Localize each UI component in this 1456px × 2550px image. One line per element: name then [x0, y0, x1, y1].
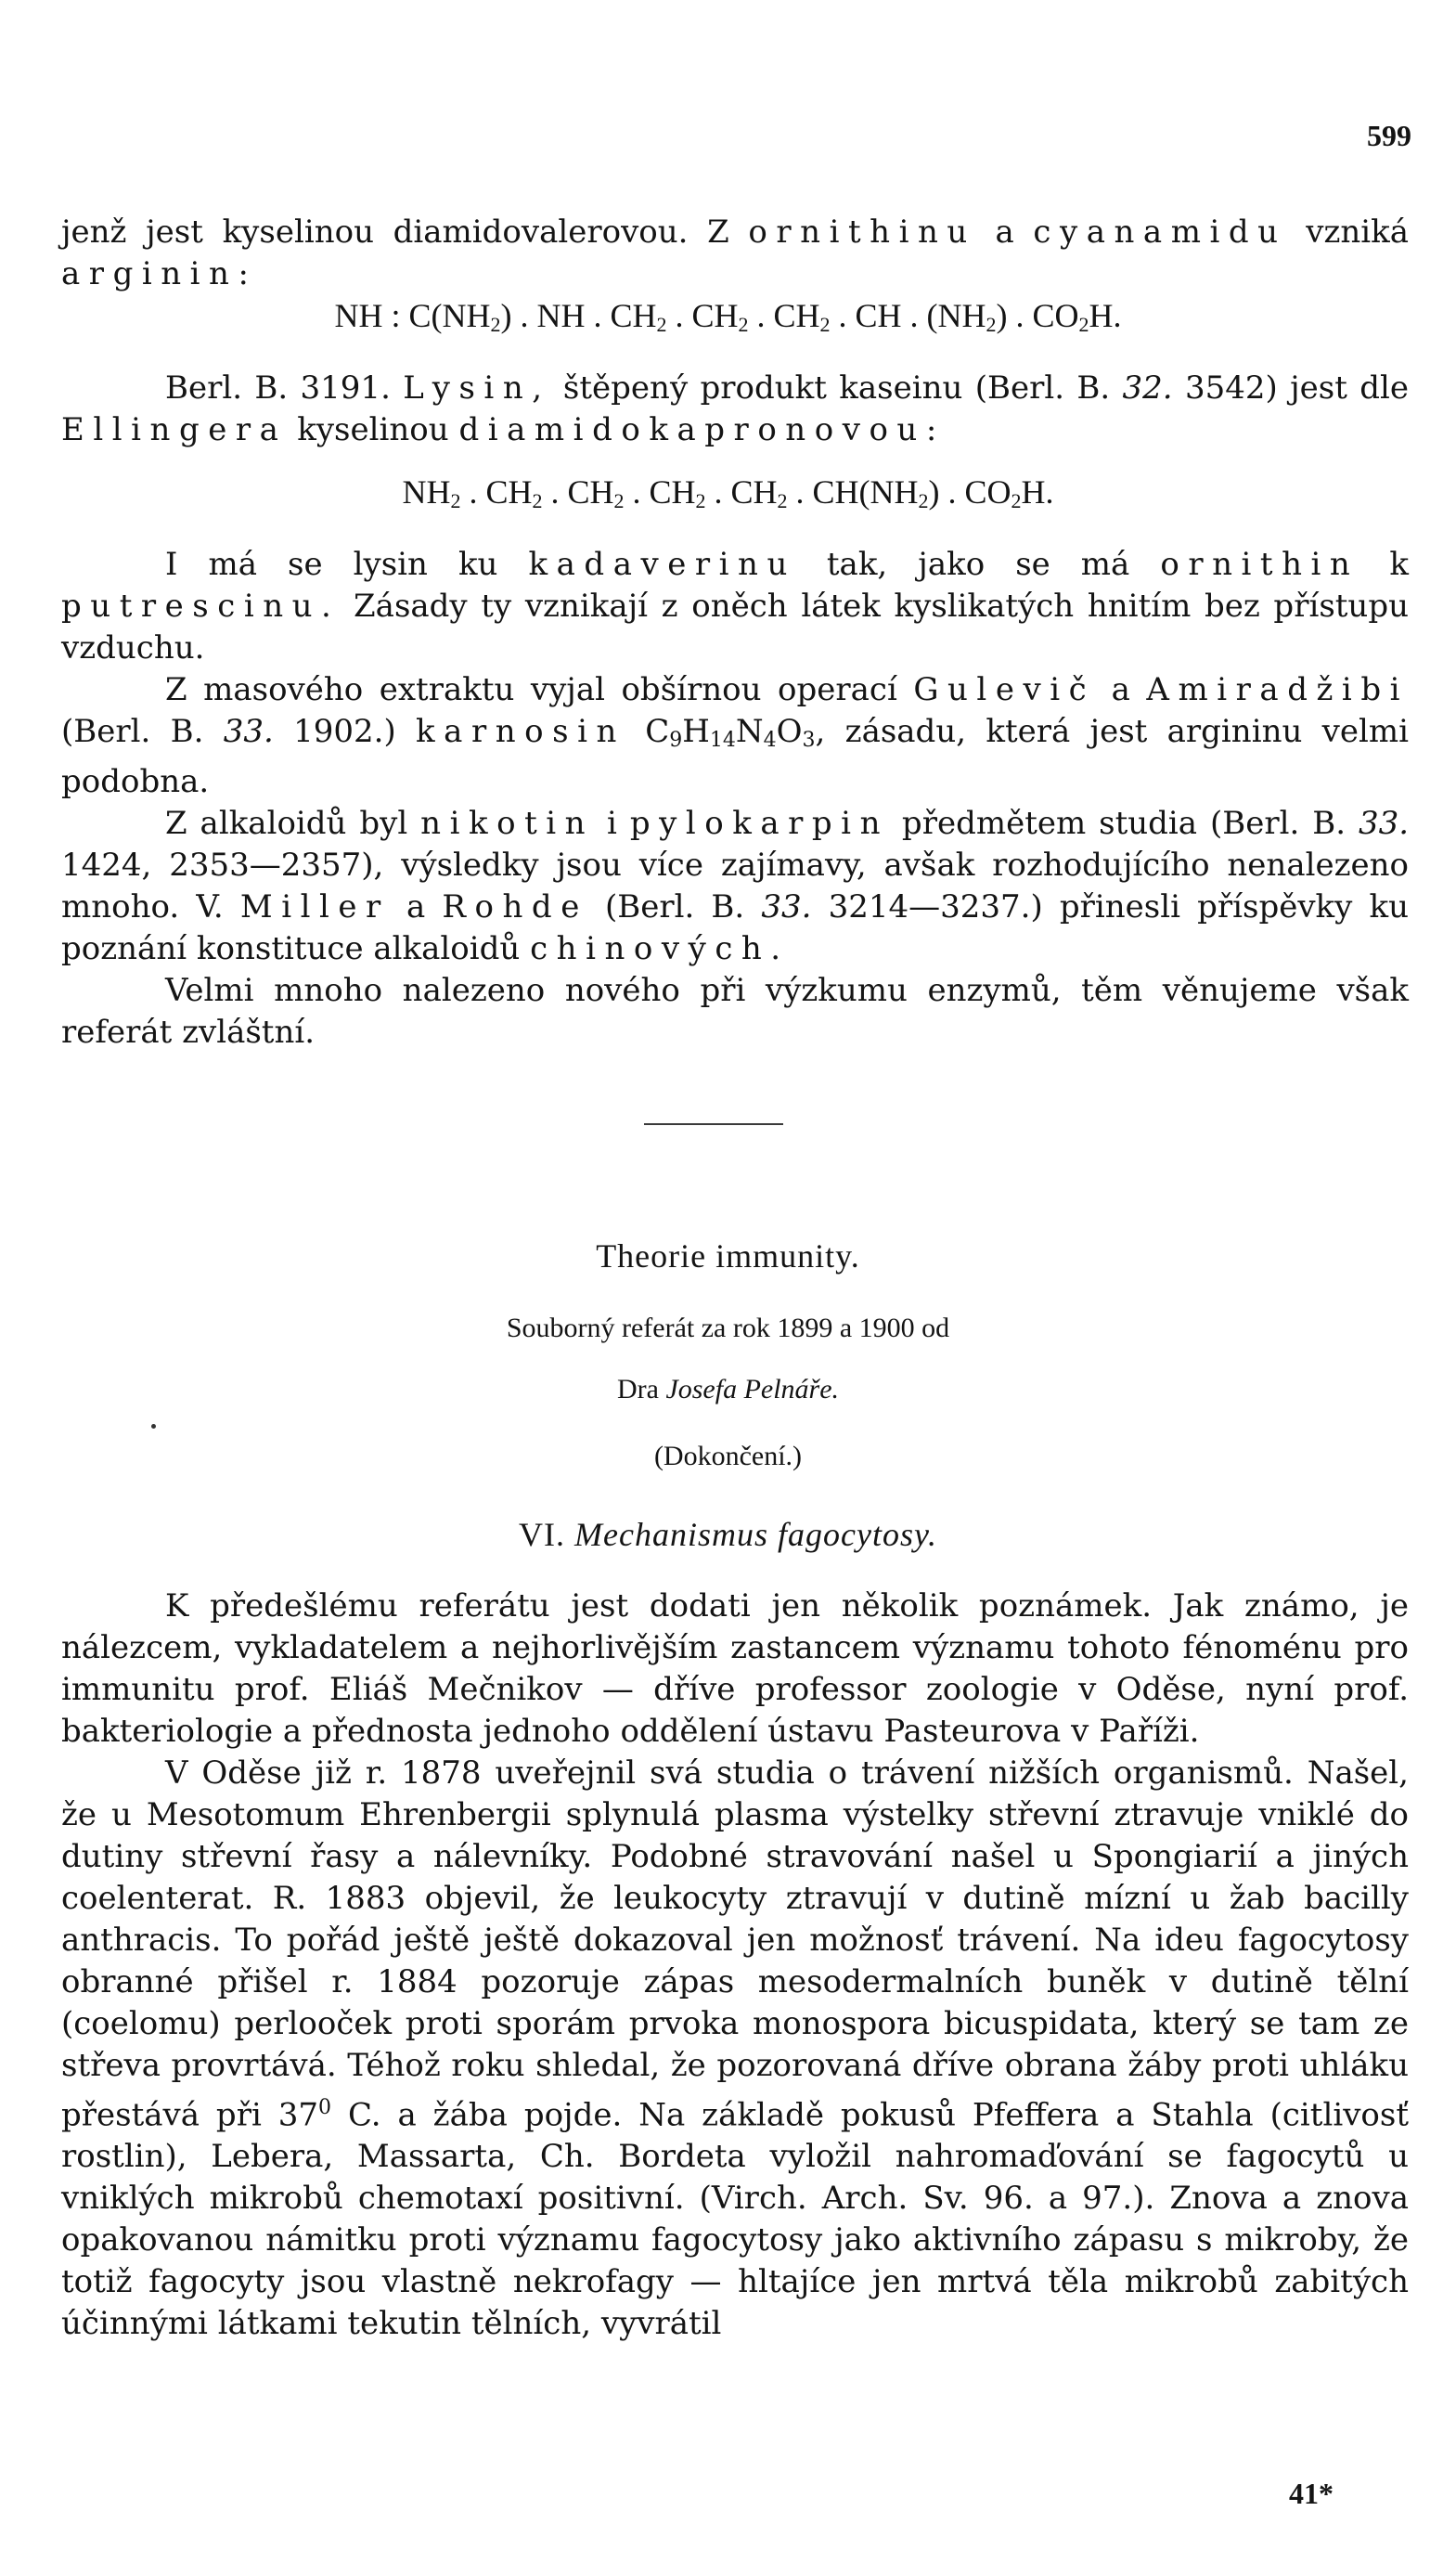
paragraph-lysin: Berl. B. 3191. Lysin, štěpený produkt kaseinu (Berl. B. 32. 3542) jest dle Ellingera kyselinou diamidokapronovou:	[61, 369, 1410, 448]
paragraph-history: V Oděse již r. 1878 uveřejnil svá studia o trávení nižších organismů. Našel, že u Mesotomum Ehrenbergii splynulá plasma výstelky střevní ztravuje vniklé do dutiny střevní řasy a nálevníky. Podobné stravování našel u Spongiarií a jiných coelenterat. R. 1883 objevil, že leukocyty ztravují v dutině mízní u žab bacilly anthracis. To pořád ještě ještě dokazoval jen možnosť trávení. Na ideu fagocytosy obranné přišel r. 1884 pozoruje zápas mesodermalních buněk v dutině tělní (coelomu) perlooček proti sporám prvoka monospora bicuspidata, který se tam ze střeva provrtává. Téhož roku shledal, že pozorovaná dříve obrana žáby proti uhláku přestává při $37^0$ C. a žába pojde. Na základě pokusů Pfeffera a Stahla (citlivosť rostlin), Lebera, Massarta, Ch. Bordeta vyložil nahromaďování se fagocytů u vniklých mikrobů chemotaxí positivní. (Virch. Arch. Sv. 96. a 97.). Znova a znova opakovanou námitku proti významu fagocytosy jako aktivního zápasu s mikroby, že totiž fagocyty jsou vlastně nekrofagy — hltajíce jen mrtvá těla mikrobů zabitých účinnými látkami tekutin tělních, vyvrátil	[61, 1754, 1409, 2343]
article-top	[61, 212, 1409, 295]
formula-arginin: NH : $C(NH_2)$ . NH . $CH_2$ . $CH_2$ . $CH_2$ . CH . $(NH_2)$ . $CO_2H$.	[334, 297, 1122, 336]
article-author: Dra Josefa Pelnáře.	[616, 1374, 840, 1404]
article-subtitle: Souborný referát za rok 1899 a 1900 od	[506, 1313, 950, 1343]
paragraph-enzymes: Velmi mnoho nalezeno nového při výzkumu enzymů, těm věnujeme však referát zvláštní.	[61, 972, 1409, 1051]
article-body	[61, 1586, 1409, 2345]
article-lysin	[61, 368, 1409, 451]
article-title	[0, 1236, 1456, 1275]
article-middle	[61, 544, 1409, 1054]
page-number: 599	[1367, 119, 1411, 152]
title-text: Theorie immunity.	[596, 1237, 860, 1275]
printer-signature: 41*	[1289, 2477, 1334, 2510]
continued-note: (Dokončení.)	[653, 1441, 803, 1471]
paragraph-kadaverin: I má se lysin ku kadaverinu tak, jako se má ornithin k putrescinu. Zásady ty vznikají z oněch látek kyslikatých hnitím bez přístupu vzduchu.	[61, 546, 1409, 667]
author-name: Josefa Pelnáře.	[665, 1374, 840, 1404]
formula-lysin: $NH_2$ . $CH_2$ . $CH_2$ . $CH_2$ . $CH_2$ . $CH(NH_2)$ . $CO_2H$.	[402, 473, 1054, 512]
paragraph-alkaloids: Z alkaloidů byl nikotin i pylokarpin předmětem studia (Berl. B. 33. 1424, 2353—2357), výsledky jsou více zajímavy, avšak rozhodujícího nenalezeno mnoho. V. Miller a Rohde (Berl. B. 33. 3214—3237.) přinesli příspěvky ku poznání konstituce alkaloidů chinových.	[61, 805, 1410, 967]
paragraph-arginin: jenž jest kyselinou diamidovalerovou. Z ornithinu a cyanamidu vzniká arginin:	[61, 214, 1410, 292]
speck	[151, 1424, 156, 1429]
paragraph-mecnikov: K předešlému referátu jest dodati jen několik poznámek. Jak známo, je nálezcem, vykladatelem a nejhorlivějším zastancem významu tohoto fénoménu pro immunitu prof. Eliáš Mečnikov — dříve professor zoologie v Oděse, nyní prof. bakteriologie a přednosta jednoho oddělení ústavu Pasteurova v Paříži.	[61, 1587, 1409, 1750]
paragraph-karnosin: Z masového extraktu vyjal obšírnou operací Gulevič a Amiradžibi (Berl. B. 33. 1902.) karnosin $C_9H_{14}N_4O_3$, zásadu, která jest argininu velmi podobna.	[61, 671, 1410, 800]
section-title: Mechanismus fagocytosy.	[574, 1516, 937, 1553]
section-divider	[644, 1123, 783, 1125]
section-heading: VI. Mechanismus fagocytosy.	[519, 1516, 937, 1553]
